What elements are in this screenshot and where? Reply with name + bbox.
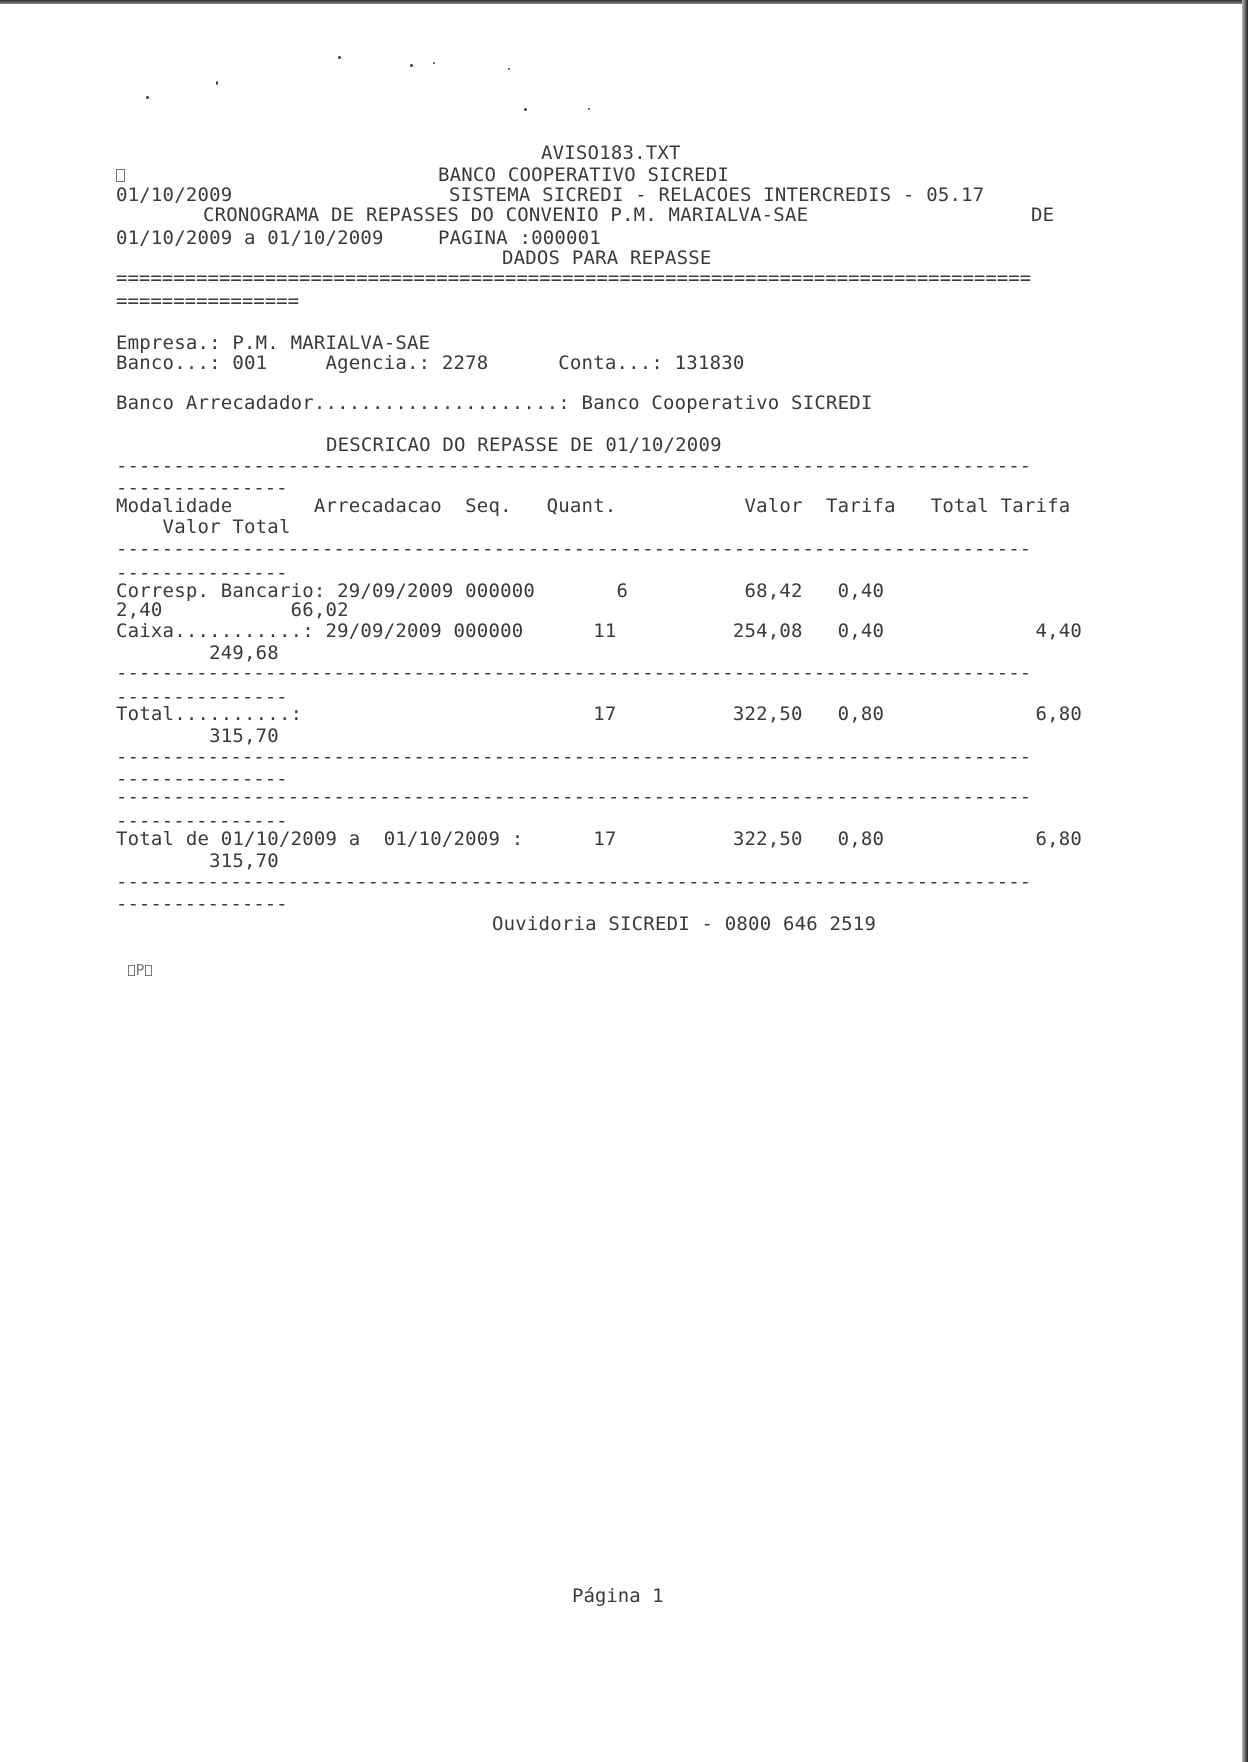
empresa-line: Empresa.: P.M. MARIALVA-SAE bbox=[116, 332, 431, 354]
double-rule-long: ================================================================================ bbox=[116, 267, 1032, 289]
dash-rule-short: --------------- bbox=[116, 768, 288, 790]
arrecadador-line: Banco Arrecadador.....................: Banco Cooperativo SICREDI bbox=[116, 392, 873, 414]
system-title: SISTEMA SICREDI - RELACOES INTERCREDIS - 05.17 bbox=[449, 184, 985, 206]
scan-speck bbox=[146, 96, 149, 99]
double-rule-short: ================ bbox=[116, 290, 300, 312]
banco-line: Banco...: 001 Agencia.: 2278 Conta...: 131830 bbox=[116, 352, 745, 374]
leading-glyph-box bbox=[116, 164, 125, 186]
dash-rule-long: -------------------------------------------------------------------------------- bbox=[116, 786, 1032, 808]
report-date: 01/10/2009 bbox=[116, 184, 233, 206]
ouvidoria-line: Ouvidoria SICREDI - 0800 646 2519 bbox=[492, 913, 877, 935]
scan-border-top bbox=[0, 0, 1248, 4]
page-number-label: PAGINA :000001 bbox=[438, 227, 601, 249]
dash-rule-long: -------------------------------------------------------------------------------- bbox=[116, 746, 1032, 768]
table-row-continuation: 2,40 66,02 bbox=[116, 599, 349, 621]
dash-rule-long: -------------------------------------------------------------------------------- bbox=[116, 662, 1032, 684]
scan-border-right bbox=[1242, 0, 1248, 1762]
section-title: DADOS PARA REPASSE bbox=[502, 247, 712, 269]
file-name: AVISO183.TXT bbox=[541, 142, 681, 164]
table-row: Corresp. Bancario: 29/09/2009 000000 6 68,42 0,40 bbox=[116, 580, 885, 602]
missing-glyph-icon bbox=[116, 169, 125, 182]
bank-name: BANCO COOPERATIVO SICREDI bbox=[438, 164, 729, 186]
scan-speck bbox=[410, 64, 413, 67]
dash-rule-short: --------------- bbox=[116, 477, 288, 499]
grand-total-line-continuation: 315,70 bbox=[116, 850, 279, 872]
schedule-title: CRONOGRAMA DE REPASSES DO CONVENIO P.M. MARIALVA-SAE bbox=[203, 204, 809, 226]
period-line: 01/10/2009 a 01/10/2009 bbox=[116, 227, 384, 249]
scan-speck bbox=[216, 81, 218, 85]
dash-rule-short: --------------- bbox=[116, 686, 288, 708]
missing-glyph-icon bbox=[145, 965, 152, 976]
dash-rule-short: --------------- bbox=[116, 562, 288, 584]
total-line-continuation: 315,70 bbox=[116, 725, 279, 747]
table-row: Caixa...........: 29/09/2009 000000 11 254,08 0,40 4,40 bbox=[116, 620, 1083, 642]
scan-speck bbox=[433, 62, 435, 64]
scan-speck bbox=[508, 68, 510, 70]
table-header-line-1: Modalidade Arrecadacao Seq. Quant. Valor Tarifa Total Tarifa bbox=[116, 495, 1071, 517]
table-row-continuation: 249,68 bbox=[116, 642, 279, 664]
table-header-line-2: Valor Total bbox=[116, 516, 291, 538]
total-line: Total..........: 17 322,50 0,80 6,80 bbox=[116, 703, 1083, 725]
scan-speck bbox=[338, 56, 341, 59]
trailer-mark bbox=[110, 937, 152, 981]
dash-rule-long: -------------------------------------------------------------------------------- bbox=[116, 455, 1032, 477]
scan-speck bbox=[524, 108, 527, 111]
de-label: DE bbox=[1031, 204, 1055, 226]
dash-rule-long: -------------------------------------------------------------------------------- bbox=[116, 871, 1032, 893]
description-title: DESCRICAO DO REPASSE DE 01/10/2009 bbox=[326, 434, 722, 456]
grand-total-line: Total de 01/10/2009 a 01/10/2009 : 17 322,50 0,80 6,80 bbox=[116, 828, 1083, 850]
dash-rule-short: --------------- bbox=[116, 893, 288, 915]
page-footer: Página 1 bbox=[572, 1585, 664, 1607]
scan-speck bbox=[588, 108, 590, 110]
trailer-mark-text: P bbox=[135, 961, 145, 979]
dash-rule-short: --------------- bbox=[116, 810, 288, 832]
dash-rule-long: -------------------------------------------------------------------------------- bbox=[116, 538, 1032, 560]
